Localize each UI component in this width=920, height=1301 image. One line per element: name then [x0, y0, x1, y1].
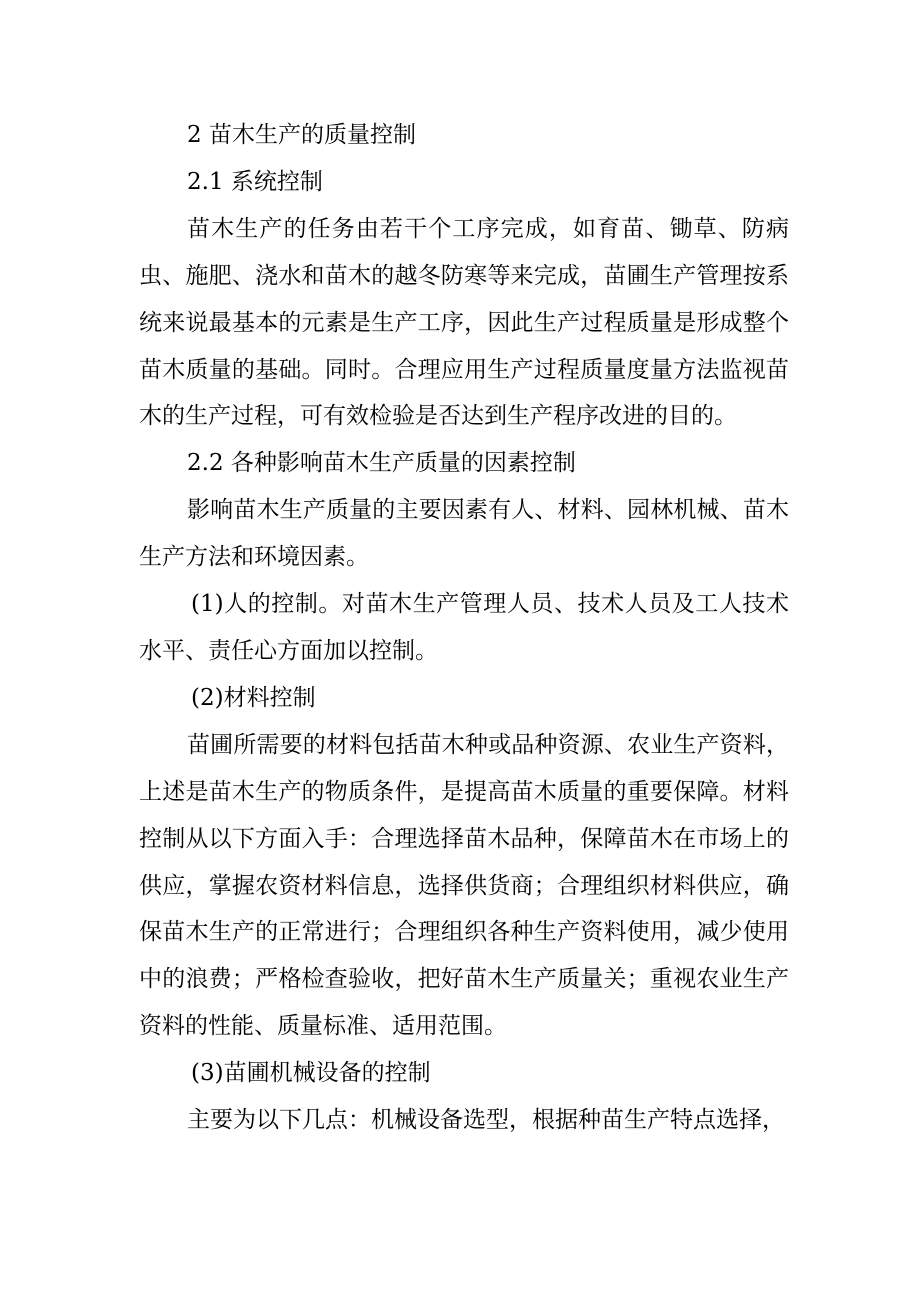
section-heading-2-1: 2.1 系统控制 [187, 168, 323, 195]
paragraph-factors: 影响苗木生产质量的主要因素有人、材料、园林机械、苗木生产方法和环境因素。 [139, 497, 789, 571]
paragraph-machinery-control: 主要为以下几点：机械设备选型，根据种苗生产特点选择， [187, 1107, 785, 1134]
section-heading-2-2: 2.2 各种影响苗木生产质量的因素控制 [187, 450, 576, 477]
list-item-machinery-control-title: (3)苗圃机械设备的控制 [191, 1060, 431, 1087]
section-heading-2: 2 苗木生产的质量控制 [187, 122, 416, 148]
paragraph-material-control: 苗圃所需要的材料包括苗木种或品种资源、农业生产资料，上述是苗木生产的物质条件，是提高苗木质量的重要保障。材料控制从以下方面入手：合理选择苗木品种，保障苗木在市场上的供应，掌握农资材料信息，选择供货商；合理组织材料供应，确保苗木生产的正常进行；合理组织各种生产资料使用，减少使用中的浪费；严格检查验收，把好苗木生产质量关；重视农业生产资料的性能、质量标准、适用范围。 [139, 731, 789, 1040]
paragraph-system-control: 苗木生产的任务由若干个工序完成，如育苗、锄草、防病虫、施肥、浇水和苗木的越冬防寒等来完成，苗圃生产管理按系统来说最基本的元素是生产工序，因此生产过程质量是形成整个苗木质量的基础。同时。合理应用生产过程质量度量方法监视苗木的生产过程，可有效检验是否达到生产程序改进的目的。 [139, 215, 789, 430]
list-item-material-control-title: (2)材料控制 [191, 684, 316, 711]
list-item-people-control: (1)人的控制。对苗木生产管理人员、技术人员及工人技术水平、责任心方面加以控制。 [139, 591, 789, 664]
document-body [139, 112, 789, 1144]
